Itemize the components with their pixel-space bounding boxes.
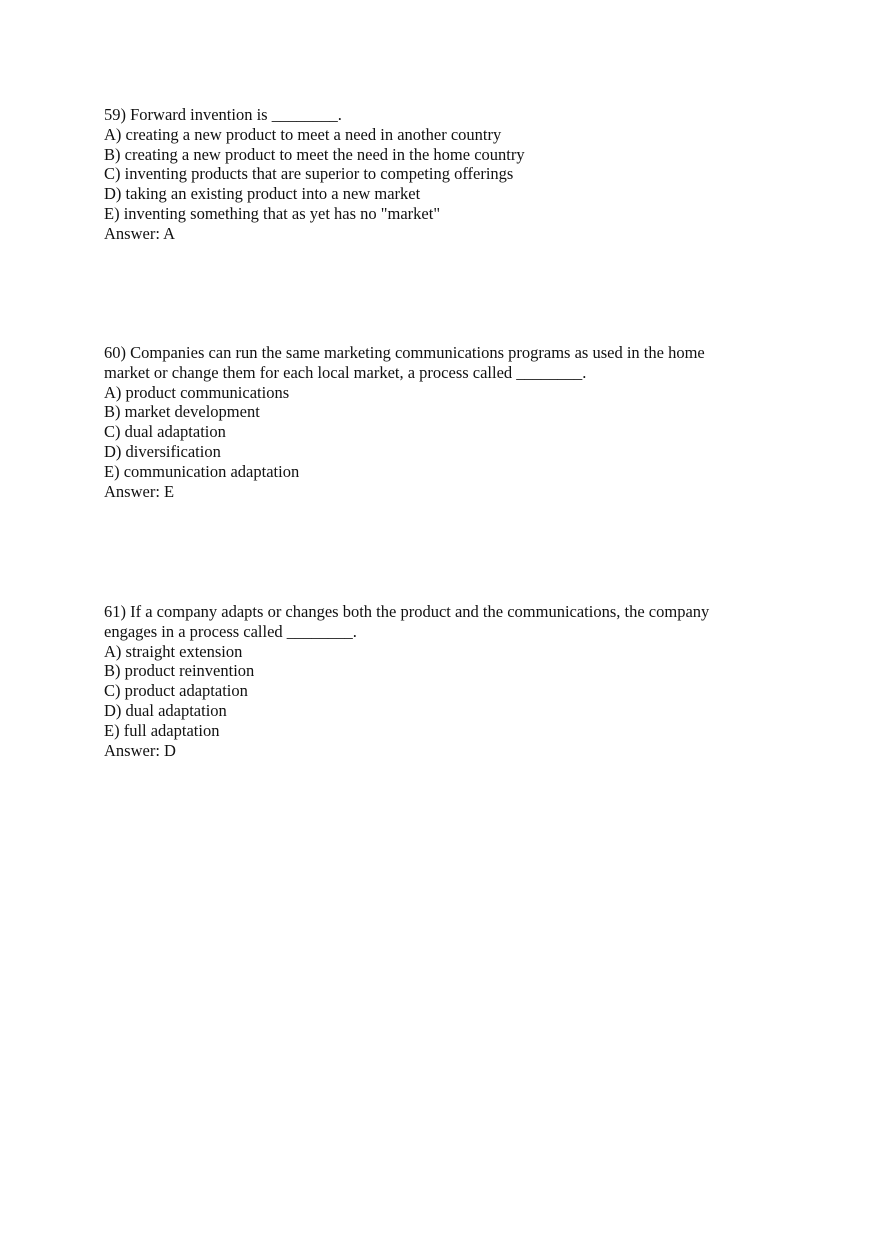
choice-a: A) straight extension (104, 641, 243, 661)
choice-c: C) inventing products that are superior to competing offerings (104, 164, 514, 184)
question-61 (104, 602, 764, 760)
choice-b: B) creating a new product to meet the need in the home country (104, 144, 525, 164)
answer: Answer: D (104, 740, 176, 760)
question-stem-line-2: market or change them for each local market, a process called ________. (104, 362, 587, 382)
question-stem-line-1: 60) Companies can run the same marketing communications programs as used in the home (104, 343, 705, 362)
choice-c: C) product adaptation (104, 681, 248, 701)
question-59 (104, 105, 764, 244)
choice-d: D) taking an existing product into a new market (104, 184, 421, 204)
choice-e: E) full adaptation (104, 720, 220, 740)
question-60 (104, 343, 764, 501)
question-stem: 59) Forward invention is ________. (104, 105, 342, 124)
choice-a: A) creating a new product to meet a need in another country (104, 124, 502, 144)
question-stem-line-1: 61) If a company adapts or changes both the product and the communications, the company (104, 602, 710, 621)
choice-d: D) dual adaptation (104, 700, 227, 720)
choice-c: C) dual adaptation (104, 422, 226, 442)
answer: Answer: A (104, 223, 176, 243)
question-stem-line-2: engages in a process called ________. (104, 621, 357, 641)
choice-e: E) communication adaptation (104, 461, 300, 481)
choice-d: D) diversification (104, 441, 221, 461)
choice-b: B) product reinvention (104, 661, 255, 681)
choice-e: E) inventing something that as yet has no "market" (104, 203, 441, 223)
choice-a: A) product communications (104, 382, 290, 402)
answer: Answer: E (104, 481, 175, 501)
choice-b: B) market development (104, 402, 260, 422)
